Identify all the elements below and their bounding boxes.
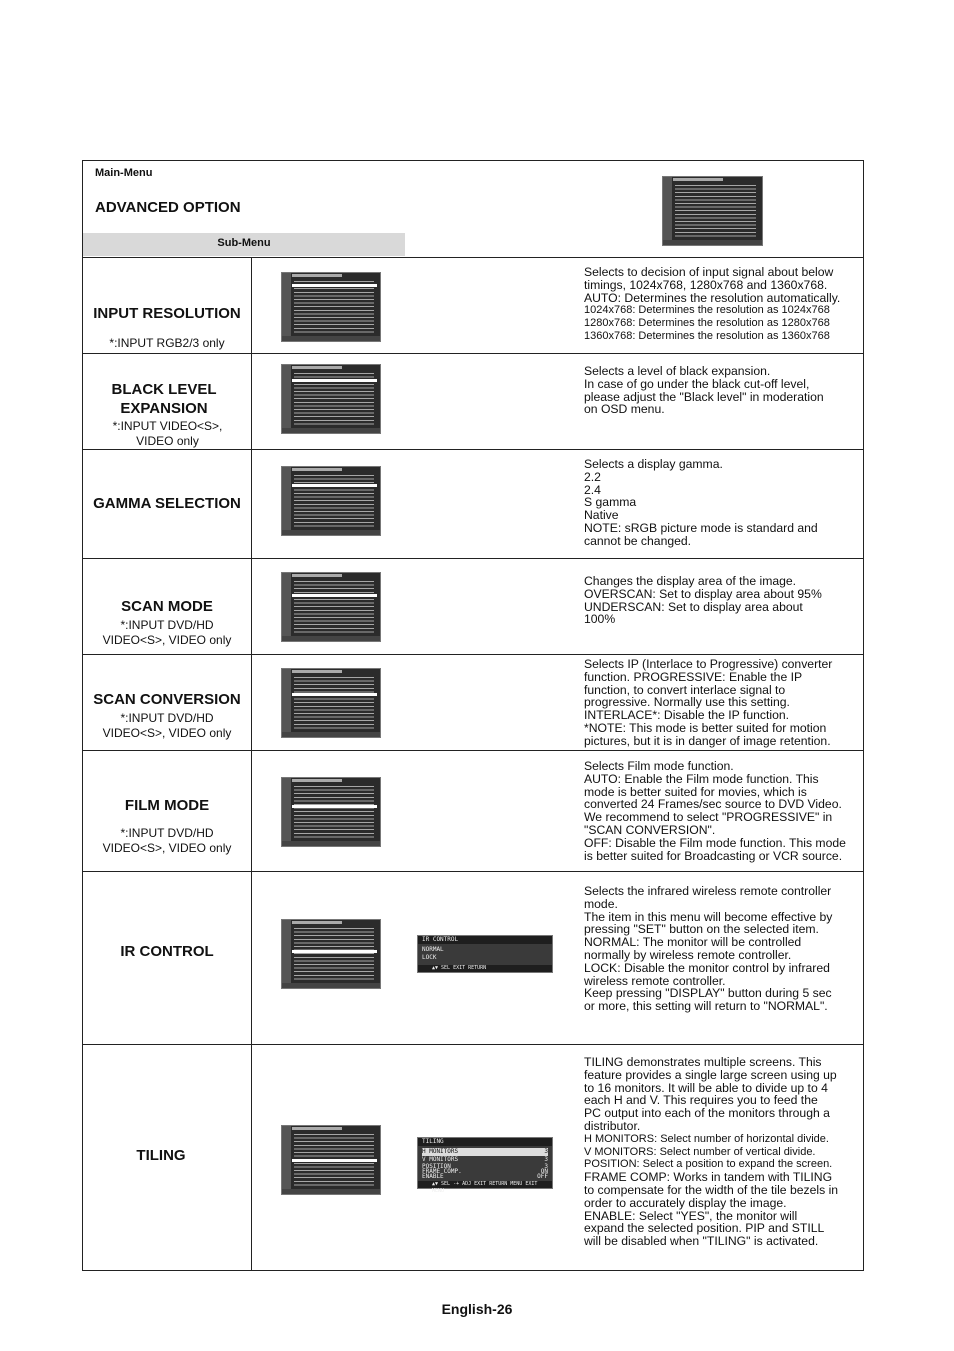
osd-image-scan-conversion — [281, 668, 381, 738]
ir-control-submenu-image — [417, 935, 553, 973]
sub-menu-label: Sub-Menu — [83, 233, 405, 256]
tiling-submenu-row: H MONITORS 3 — [422, 1148, 548, 1155]
description-gamma-selection: Selects a display gamma. 2.2 2.4 S gamma Native NOTE: sRGB picture mode is standard and cannot be changed. — [584, 457, 818, 548]
row-divider — [82, 353, 864, 354]
row-note-input-resolution: *:INPUT RGB2/3 only — [109, 336, 225, 350]
ir-submenu-title: IR CONTROL — [418, 936, 552, 944]
main-menu-label: Main-Menu — [95, 167, 153, 179]
description-black-level-expansion: Selects a level of black expansion. In case of go under the black cut-off level, please adjust the "Black level" in moderation on OSD menu. — [584, 364, 824, 417]
osd-image-tiling — [281, 1125, 381, 1195]
osd-image-black-level-expansion — [281, 364, 381, 434]
row-note-scan-mode: *:INPUT DVD/HD VIDEO<S>, VIDEO only — [102, 618, 232, 647]
row-divider — [82, 750, 864, 751]
row-title-ir-control: IR CONTROL — [120, 943, 214, 960]
advanced-option-osd-image — [662, 176, 763, 246]
row-title-gamma-selection: GAMMA SELECTION — [93, 495, 241, 512]
description-scan-mode: Changes the display area of the image. OVERSCAN: Set to display area about 95% UNDERSCAN: Set to display area about 100% — [584, 574, 822, 627]
tiling-submenu-footer: ▲▼ SEL -+ ADJ EXIT RETURN MENU EXIT MENU — [418, 1181, 552, 1188]
row-divider — [82, 1270, 864, 1271]
description-scan-conversion: Selects IP (Interlace to Progressive) converter function. PROGRESSIVE: Enable the IP function, to convert interlace signal to progressive. Normally use this setting. INTERLACE*: Disable the IP function. *NOTE: This mode is better suited for motion pictures, but it is in danger of image retention. — [584, 657, 833, 748]
row-note-scan-conversion: *:INPUT DVD/HD VIDEO<S>, VIDEO only — [102, 711, 232, 740]
row-note-black-level-expansion: *:INPUT VIDEO<S>, VIDEO only — [112, 419, 223, 448]
osd-image-gamma-selection — [281, 466, 381, 536]
row-divider — [82, 871, 864, 872]
row-divider — [82, 654, 864, 655]
tiling-submenu-image — [417, 1137, 553, 1194]
ir-submenu-item: NORMAL — [422, 946, 444, 953]
tiling-submenu-row: POSITION 3 — [422, 1163, 548, 1170]
description-ir-control: Selects the infrared wireless remote controller mode. The item in this menu will become effective by pressing "SET" button on the selected item. NORMAL: The monitor will be controlled normally by wireless remote controller. LOCK: Disable the monitor control by infrared wireless remote controller. Keep pressing "DISPLAY" button during 5 sec or more, this setting will return to "NORMAL". — [584, 884, 833, 1014]
tiling-submenu-row: ENABLE OFF — [422, 1173, 548, 1180]
tiling-submenu-row: FRAME COMP. ON — [422, 1168, 548, 1175]
row-title-black-level-expansion: BLACK LEVEL EXPANSION — [111, 381, 217, 417]
row-divider — [82, 449, 864, 450]
description-film-mode: Selects Film mode function. AUTO: Enable the Film mode function. This mode is better suited for movies, which is converted 24 Frames/sec source to DVD Video. We recommend to select "PROGRESSIVE" in "SCAN CONVERSION". OFF: Disable the Film mode function. This mode is better suited for Broadcasting or VCR source. — [584, 759, 846, 863]
row-note-film-mode: *:INPUT DVD/HD VIDEO<S>, VIDEO only — [102, 826, 232, 855]
osd-image-ir-control — [281, 919, 381, 989]
ir-submenu-footer: ▲▼ SEL EXIT RETURN — [418, 965, 552, 972]
row-divider — [82, 558, 864, 559]
description-input-resolution: Selects to decision of input signal about below timings, 1024x768, 1280x768 and 1360x768. AUTO: Determines the resolution automatically. 1024x768: Determines the resolution as 1024x768 1280x768: Determines the resolution as 1280x768 1360x768: Determines the resolution as 1360x768 — [584, 265, 841, 342]
row-title-film-mode: FILM MODE — [124, 797, 210, 814]
ir-submenu-item: LOCK — [422, 954, 437, 961]
column-divider — [251, 257, 252, 1270]
row-title-scan-mode: SCAN MODE — [121, 598, 213, 615]
row-divider — [82, 257, 864, 258]
tiling-submenu-title: TILING — [418, 1138, 552, 1146]
row-divider — [82, 1044, 864, 1045]
main-menu-title: ADVANCED OPTION — [95, 199, 241, 216]
row-title-tiling: TILING — [136, 1147, 186, 1164]
tiling-submenu-row: V MONITORS 3 — [422, 1156, 548, 1163]
osd-image-film-mode — [281, 777, 381, 847]
page-number: English-26 — [441, 1301, 513, 1317]
row-title-scan-conversion: SCAN CONVERSION — [93, 691, 241, 708]
description-tiling: TILING demonstrates multiple screens. This feature provides a single large screen using up to 16 monitors. It will be able to divide up to 4 each H and V. This requires you to feed the PC output into each of the monitors through a distributor. H MONITORS: Select number of horizontal divide. V MONITORS: Select number of vertical divide. POSITION: Select a position to expand the screen. FRAME COMP: Works in tandem with TILING to compensate for the width of the tile bezels in order to accurately display the image. ENABLE: Select "YES", the monitor will expand the selected position. PIP and STILL will be disabled when "TILING" is activated. — [584, 1055, 839, 1249]
osd-image-scan-mode — [281, 572, 381, 642]
row-title-input-resolution: INPUT RESOLUTION — [93, 305, 241, 322]
osd-image-input-resolution — [281, 272, 381, 342]
